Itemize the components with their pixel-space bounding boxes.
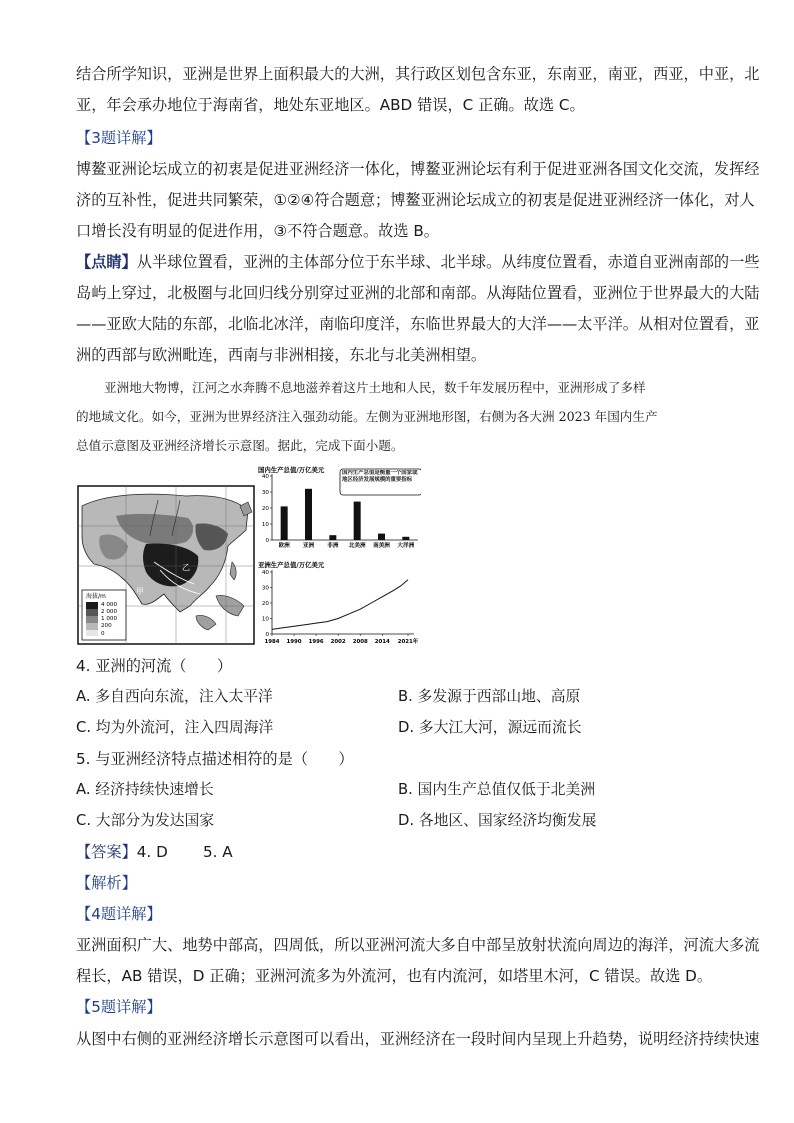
text-line: 程长，AB 错误，D 正确；亚洲河流多为外流河，也有内流河，如塔里木河，C 错误。故选 D。: [76, 967, 713, 985]
text-line: 济的互补性，促进共同繁荣，①②④符合题意；博鳌亚洲论坛成立的初衷是促进亚洲经济一体化，对人: [76, 191, 755, 209]
q5-header: 【5题详解】: [76, 998, 162, 1016]
q3-header: 【3题详解】: [76, 129, 162, 147]
line-series: [272, 580, 408, 630]
q4-option-b: B. 多发源于西部山地、高原: [398, 688, 581, 705]
bar-category-label: 欧洲: [278, 543, 290, 549]
line-x-tick-label: 1996: [308, 639, 324, 645]
bar: [329, 535, 336, 540]
bar-y-tick-label: 0: [265, 538, 269, 544]
q4-stem: 4. 亚洲的河流（ ）: [76, 657, 233, 675]
answer-line: [76, 842, 716, 862]
text-line: 岛屿上穿过，北极圈与北回归线分别穿过亚洲的北部和南部。从海陆位置看，亚洲位于世界最大的大陆: [76, 284, 760, 302]
bar: [354, 502, 361, 540]
text-line: 口增长没有明显的促进作用，③不符合题意。故选 B。: [76, 222, 439, 240]
text-line: 洲的西部与欧洲毗连，西南与非洲相接，东北与北美洲相望。: [76, 346, 487, 364]
map-label-yi: 乙: [182, 563, 190, 572]
legend-value: 0: [101, 631, 105, 637]
legend-value: 200: [101, 623, 112, 629]
text-line: 从图中右侧的亚洲经济增长示意图可以看出，亚洲经济在一段时间内呈现上升趋势，说明经济持续快速: [76, 1030, 760, 1048]
legend-title: 海拔/m: [86, 593, 106, 600]
bar-category-label: 非洲: [327, 543, 339, 549]
legend-value: 4 000: [101, 602, 118, 608]
dianjing-tag: 【点睛】: [76, 253, 137, 271]
line-x-tick-label: 2002: [330, 639, 346, 645]
line-y-tick-label: 40: [261, 570, 269, 576]
bar-chart-ylabel: 国内生产总值/万亿美元: [258, 466, 325, 474]
q4-option-c: C. 均为外流河，注入四周海洋: [76, 719, 274, 736]
bar-chart-note-text: 国内生产总值是衡量一个国家或地区经济发展规模的重要指标: [342, 470, 418, 483]
text-line: 博鳌亚洲论坛成立的初衷是促进亚洲经济一体化，博鳌亚洲论坛有利于促进亚洲各国文化交流，发挥经: [76, 160, 760, 178]
bar: [305, 489, 312, 540]
line-chart-ylabel: 亚洲生产总值/万亿美元: [258, 561, 325, 569]
q5-option-c: C. 大部分为发达国家: [76, 812, 215, 829]
map-label-jia: 甲: [136, 587, 144, 596]
bar: [281, 506, 288, 540]
bar-y-tick-label: 20: [261, 506, 269, 512]
bar-y-tick-label: 30: [261, 490, 269, 496]
jiexi-header: 【解析】: [76, 874, 137, 892]
answer-text: 4. D 5. A: [136, 843, 233, 861]
asia-topographic-map: [78, 486, 254, 644]
bar-chart: [258, 466, 421, 549]
line-y-tick-label: 20: [261, 601, 269, 607]
line-y-tick-label: 0: [265, 632, 269, 638]
intro-line: 亚洲地大物博，江河之水奔腾不息地滋养着这片土地和人民，数千年发展历程中，亚洲形成了多样: [104, 380, 646, 395]
q5-option-b: B. 国内生产总值仅低于北美洲: [398, 781, 596, 798]
q4-option-a: A. 多自西向东流，注入太平洋: [76, 688, 273, 705]
bar-category-label: 大洋洲: [397, 543, 415, 549]
bar-y-tick-label: 10: [261, 522, 269, 528]
q4-header: 【4题详解】: [76, 905, 162, 923]
dianjing-text: 从半球位置看，亚洲的主体部分位于东半球、北半球。从纬度位置看，赤道自亚洲南部的一些: [136, 253, 760, 271]
intro-line: 的地域文化。如今，亚洲为世界经济注入强劲动能。左侧为亚洲地形图，右侧为各大洲 2023 年国内生产: [76, 409, 658, 424]
dianjing-line: [76, 252, 760, 272]
map-legend: [82, 590, 126, 640]
answer-tag: 【答案】: [76, 843, 137, 861]
q4-option-d: D. 多大江大河，源远而流长: [398, 719, 582, 736]
line-chart: [258, 560, 419, 645]
bar: [402, 537, 409, 540]
line-x-tick-label: 1990: [286, 639, 302, 645]
legend-value: 2 000: [101, 609, 118, 615]
line-x-tick-label: 2008: [352, 639, 368, 645]
line-x-tick-label: 1984: [264, 639, 280, 645]
text-line: 亚，年会承办地位于海南省，地处东亚地区。ABD 错误，C 正确。故选 C。: [76, 96, 585, 114]
bar-category-label: 亚洲: [302, 543, 315, 549]
figure: [76, 466, 421, 648]
text-line: ——亚欧大陆的东部，北临北冰洋，南临印度洋，东临世界最大的大洋——太平洋。从相对位置看，亚: [76, 315, 760, 333]
q5-stem: 5. 与亚洲经济特点描述相符的是（ ）: [76, 750, 354, 768]
q5-option-a: A. 经济持续快速增长: [76, 781, 214, 798]
line-y-tick-label: 10: [261, 616, 269, 623]
bar-category-label: 北美洲: [348, 543, 366, 549]
bar-chart-note: [340, 469, 421, 495]
text-line: 结合所学知识，亚洲是世界上面积最大的大洲，其行政区划包含东亚，东南亚，南亚，西亚，中亚，北: [76, 65, 760, 83]
bar-category-label: 南美洲: [373, 543, 390, 549]
text-line: 亚洲面积广大、地势中部高，四周低，所以亚洲河流大多自中部呈放射状流向周边的海洋，河流大多流: [76, 936, 760, 954]
legend-value: 1 000: [101, 616, 118, 622]
line-x-tick-label: 2014: [374, 639, 390, 645]
line-x-tick-label: 2021年: [397, 639, 419, 645]
intro-line: 总值示意图及亚洲经济增长示意图。据此，完成下面小题。: [76, 438, 404, 453]
line-y-tick-label: 30: [261, 585, 269, 592]
figure-svg: [76, 466, 421, 648]
bar: [378, 534, 385, 540]
q5-option-d: D. 各地区、国家经济均衡发展: [398, 812, 597, 829]
bar-y-tick-label: 40: [261, 474, 269, 480]
